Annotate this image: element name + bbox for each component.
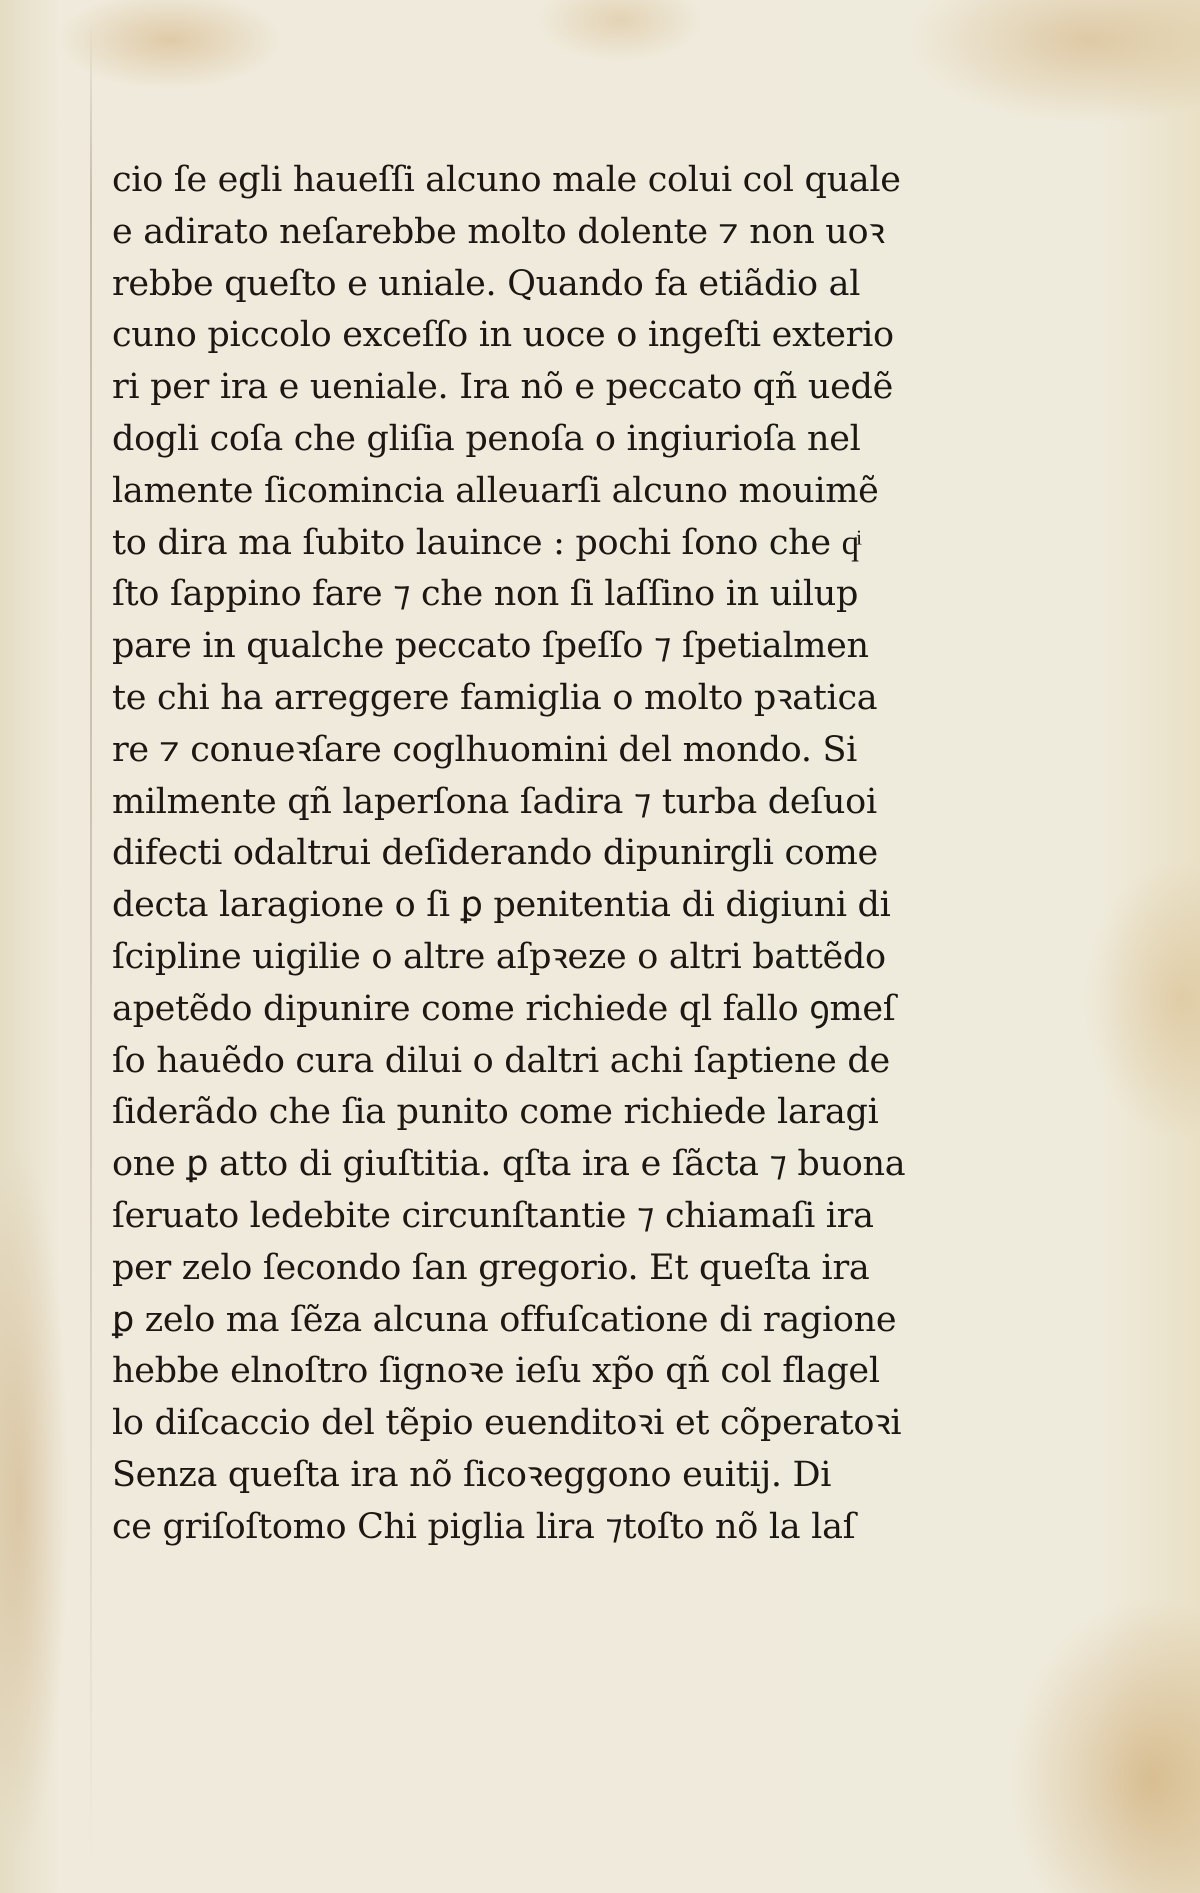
text-line: hebbe elnoſtro ſignoꝛe ieſu xp̃o qñ col flagel [112,1351,880,1392]
text-line: lo diſcaccio del tẽpio euenditoꝛi et cõperatoꝛi [112,1403,902,1444]
text-line: ſiderãdo che ſia punito come richiede laragi [112,1092,879,1133]
text-line: rebbe queſto e uniale. Quando fa etiãdio al [112,263,861,304]
page-gutter [90,20,92,1870]
text-line: pare in qualche peccato ſpeſſo ⁊ ſpetialmen [112,626,869,667]
text-line: ſto ſappino fare ⁊ che non ſi laſſino in uilup [112,574,859,615]
text-line: apetẽdo dipunire come richiede ql fallo ꝯmeſ [112,988,896,1029]
text-line: Senza queſta ira nõ ſicoꝛeggono euitij. Di [112,1454,832,1495]
text-line: ſeruato ledebite circunſtantie ⁊ chiamaſi ira [112,1195,874,1236]
text-line: ce griſoſtomo Chi piglia lira ⁊toſto nõ la laſ [112,1506,856,1547]
text-line: dogli coſa che gliſia penoſa o ingiurioſa nel [112,418,861,459]
text-line: lamente ſicomincia alleuarſi alcuno mouimẽ [112,470,879,511]
text-line: e adirato neſarebbe molto dolente ⁊ non uoꝛ [112,211,885,252]
text-line: difecti odaltrui deſiderando dipunirgli come [112,833,878,874]
text-line: milmente qñ laperſona ſadira ⁊ turba deſuoi [112,781,877,822]
text-line: cuno piccolo exceſſo in uoce o ingeſti exterio [112,315,894,356]
text-line: ri per ira e ueniale. Ira nõ e peccato qñ uedẽ [112,367,894,408]
text-line: per zelo ſecondo ſan gregorio. Et queſta ira [112,1247,870,1288]
text-line: ſcipline uigilie o altre aſpꝛeze o altri battẽdo [112,936,886,977]
text-line: te chi ha arreggere famiglia o molto pꝛatica [112,677,878,718]
text-line: ꝑ zelo ma ſẽza alcuna offuſcatione di ragione [112,1299,897,1340]
text-line: to dira ma ſubito lauince : pochi ſono che qͥ [112,522,859,563]
text-line: decta laragione o ſi ꝑ penitentia di digiuni di [112,885,891,926]
text-line: cio ſe egli haueſſi alcuno male colui col quale [112,160,901,200]
text-block [112,155,952,1554]
text-line: re ⁊ conueꝛſare coglhuomini del mondo. Si [112,729,858,770]
text-line: one ꝑ atto di giuſtitia. qſta ira e ſãcta ⁊ buona [112,1144,906,1185]
text-line: ſo hauẽdo cura dilui o daltri achi ſaptiene de [112,1040,890,1081]
